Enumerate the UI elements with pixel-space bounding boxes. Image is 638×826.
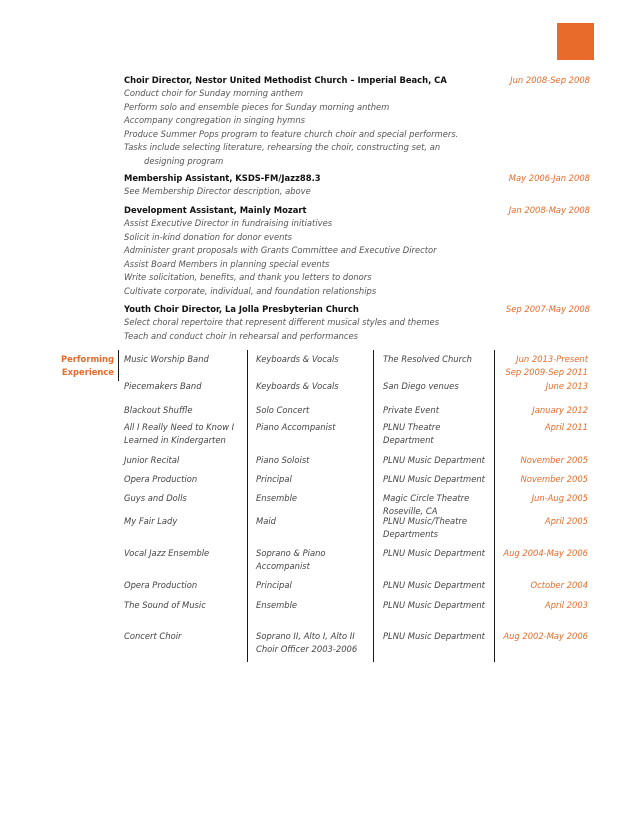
job-duty: Cultivate corporate, individual, and foundation relationships — [124, 285, 377, 296]
job-duty: Produce Summer Pops program to feature church choir and special performers. — [124, 128, 459, 139]
job-entry — [124, 302, 590, 343]
job-duty: Tasks include selecting literature, rehearsing the choir, constructing set, an — [124, 142, 441, 153]
job-date: Sep 2007-May 2008 — [505, 304, 590, 314]
perf-date: April 2005 — [544, 516, 588, 526]
perf-venue: San Diego venues — [383, 381, 459, 391]
perf-ensemble: Opera Production — [124, 580, 198, 590]
job-date: Jun 2008-Sep 2008 — [510, 75, 590, 85]
job-duty: Teach and conduct choir in rehearsal and performances — [124, 330, 359, 341]
perf-date: Aug 2002-May 2006 — [503, 631, 588, 641]
job-duty: Solicit in-kind donation for donor events — [124, 231, 293, 242]
perf-role: Piano Soloist — [256, 455, 310, 465]
perf-venue: PLNU Music Department — [383, 631, 485, 641]
job-date: May 2006-Jan 2008 — [508, 173, 590, 183]
perf-ensemble: The Sound of Music — [124, 600, 206, 610]
job-entry — [124, 73, 590, 169]
perf-role: Ensemble — [256, 493, 298, 503]
perf-date: Aug 2004-May 2006 — [503, 548, 588, 558]
job-title: Development Assistant, Mainly Mozart — [124, 205, 307, 215]
perf-venue: PLNU Music Department — [383, 455, 485, 465]
job-duty: Conduct choir for Sunday morning anthem — [124, 88, 304, 98]
job-duty: designing program — [144, 155, 224, 166]
perf-date: Jun-Aug 2005 — [531, 493, 588, 503]
job-duty: Assist Board Members in planning special events — [124, 258, 330, 269]
job-entry — [124, 203, 590, 299]
job-title: Choir Director, Nestor United Methodist Church – Imperial Beach, CA — [124, 75, 447, 85]
job-title: Membership Assistant, KSDS-FM/Jazz88.3 — [124, 173, 321, 183]
divider-line — [118, 350, 119, 381]
job-duty: Assist Executive Director in fundraising initiatives — [124, 218, 333, 228]
column-divider — [494, 350, 495, 662]
perf-role: Principal — [256, 580, 292, 590]
perf-role: Keyboards & Vocals — [256, 354, 339, 364]
perf-venue: PLNU Music Department — [383, 474, 485, 484]
perf-ensemble: Blackout Shuffle — [124, 405, 193, 415]
job-duty: Perform solo and ensemble pieces for Sunday morning anthem — [124, 101, 390, 112]
perf-ensemble: Concert Choir — [124, 631, 182, 641]
job-title: Youth Choir Director, La Jolla Presbyterian Church — [124, 304, 359, 314]
perf-role: Piano Accompanist — [256, 422, 336, 432]
perf-role: Soprano & Piano Accompanist — [256, 548, 326, 571]
perf-venue: PLNU Music Department — [383, 580, 485, 590]
perf-date: January 2012 — [532, 405, 588, 415]
perf-role: Maid — [256, 516, 277, 526]
job-entry — [124, 171, 590, 199]
perf-ensemble: Piecemakers Band — [124, 381, 202, 391]
job-duty: Write solicitation, benefits, and thank you letters to donors — [124, 272, 372, 283]
perf-venue: Magic Circle Theatre Roseville, CA — [383, 493, 470, 516]
perf-ensemble: Music Worship Band — [124, 354, 209, 364]
perf-ensemble: All I Really Need to Know I Learned in Kindergarten — [124, 422, 235, 445]
perf-date: November 2005 — [520, 455, 588, 465]
column-divider — [373, 350, 374, 662]
perf-venue: PLNU Music/Theatre Departments — [383, 516, 468, 539]
job-duty: Select choral repertoire that represent different musical styles and themes — [124, 317, 440, 327]
job-duty: See Membership Director description, above — [124, 186, 311, 196]
perf-date: April 2003 — [544, 600, 588, 610]
perf-venue: PLNU Music Department — [383, 600, 485, 610]
job-duty: Administer grant proposals with Grants Committee and Executive Director — [124, 245, 437, 256]
perf-date: April 2011 — [544, 422, 588, 432]
perf-role: Ensemble — [256, 600, 298, 610]
perf-role: Keyboards & Vocals — [256, 381, 339, 391]
perf-role: Principal — [256, 474, 292, 484]
perf-date: November 2005 — [520, 474, 588, 484]
perf-ensemble: Opera Production — [124, 474, 198, 484]
perf-role: Soprano II, Alto I, Alto II Choir Officer 2003-2006 — [256, 631, 358, 654]
job-duty: Accompany congregation in singing hymns — [124, 115, 306, 126]
perf-ensemble: Vocal Jazz Ensemble — [124, 548, 210, 558]
perf-date: June 2013 — [545, 381, 588, 391]
accent-square — [557, 23, 594, 60]
column-divider — [247, 350, 248, 662]
perf-ensemble: Guys and Dolls — [124, 493, 187, 503]
perf-ensemble: My Fair Lady — [124, 516, 178, 526]
perf-date: October 2004 — [530, 580, 588, 590]
job-date: Jan 2008-May 2008 — [508, 205, 590, 215]
perf-venue: PLNU Music Department — [383, 548, 485, 558]
perf-venue: PLNU Theatre Department — [383, 422, 441, 445]
perf-date: Jun 2013-Present Sep 2009-Sep 2011 — [505, 354, 588, 377]
perf-ensemble: Junior Recital — [124, 455, 180, 465]
perf-role: Solo Concert — [256, 405, 310, 415]
section-heading-performing: Performing Experience — [60, 354, 114, 377]
perf-venue: The Resolved Church — [383, 354, 472, 364]
perf-venue: Private Event — [383, 405, 439, 415]
